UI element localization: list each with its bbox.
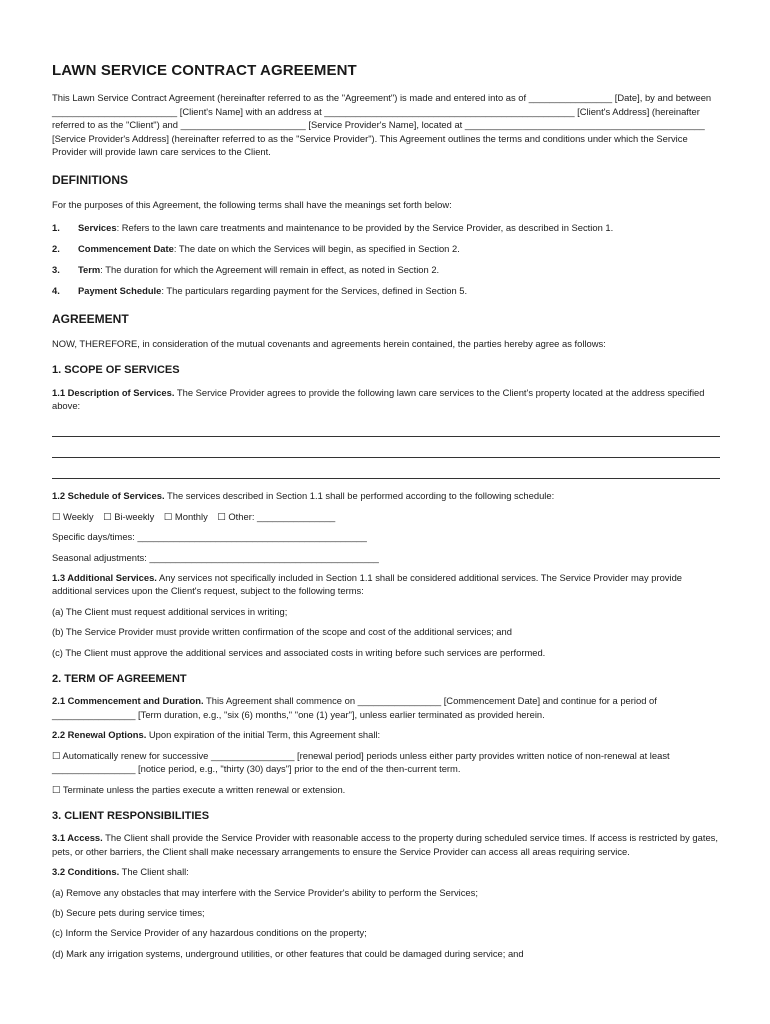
client-heading: 3. CLIENT RESPONSIBILITIES	[52, 809, 210, 822]
clause-3-2-c: (c) Inform the Service Provider of any hazardous conditions on the property;	[52, 927, 367, 939]
clause-1-3-c: (c) The Client must approve the additional services and associated costs in writing before such services are performed.	[52, 646, 546, 658]
section-3-1: 3.1 Access. The Client shall provide the Service Provider with reasonable access to the property during scheduled service times. If access is restricted by gates, pets, or other barriers, the Client shall make necessary arrangements to ensure the Service Provider can access all areas requiring service.	[52, 832, 718, 857]
definition-term: Term	[78, 264, 101, 276]
option-weekly-checkbox[interactable]: ☐ Weekly	[52, 510, 94, 522]
clause-1-3-b: (b) The Service Provider must provide written confirmation of the scope and cost of the additional services; and	[52, 626, 512, 638]
terminate-option[interactable]: ☐ Terminate unless the parties execute a written renewal or extension.	[52, 783, 346, 795]
blank-line[interactable]	[52, 458, 720, 479]
clause-1-3-a: (a) The Client must request additional services in writing;	[52, 605, 288, 617]
agreement-heading: AGREEMENT	[52, 312, 129, 327]
auto-renew-option[interactable]: ☐ Automatically renew for successive ________________ [renewal period] periods unless either party provides written notice of non-renewal at least ________________ [notice period, e.g., "thirty (30) days"] prior to the end of the then-current term.	[52, 749, 670, 775]
term-heading: 2. TERM OF AGREEMENT	[52, 673, 187, 686]
scope-heading: 1. SCOPE OF SERVICES	[52, 364, 180, 377]
description-blank-lines	[52, 419, 720, 479]
section-1-3: 1.3 Additional Services. Any services not specifically included in Section 1.1 shall be considered additional services. The Service Provider may provide additional services upon the Client's request, subject to the following terms:	[52, 572, 683, 597]
option-monthly-checkbox[interactable]: ☐ Monthly	[163, 510, 208, 522]
schedule-options	[52, 510, 720, 523]
intro-paragraph: This Lawn Service Contract Agreement (hereinafter referred to as the "Agreement") is made and entered into as of ________________ [Date], by and between ________________________ [Client's Name] with an address at ________________________________________________ [Client's Address] (hereinafter referred to as the "Client") and ________________________ [Service Provider's Name], located at ______________________________________________ [Service Provider's Address] (hereinafter referred to as the "Service Provider"). This Agreement outlines the terms and conditions under which the Service Provider will provide lawn care services to the Client.	[52, 92, 712, 158]
option-biweekly-checkbox[interactable]: ☐ Bi-weekly	[103, 510, 155, 522]
definition-term: Commencement Date	[78, 243, 174, 255]
section-1-2: 1.2 Schedule of Services. The services described in Section 1.1 shall be performed according to the following schedule:	[52, 490, 555, 502]
section-3-2: 3.2 Conditions. The Client shall:	[52, 866, 189, 878]
definition-item: 4. Payment Schedule: The particulars regarding payment for the Services, defined in Section 5.	[52, 284, 468, 296]
seasonal-adjustments-field[interactable]: Seasonal adjustments: ____________________________________________	[52, 551, 379, 563]
clause-3-2-b: (b) Secure pets during service times;	[52, 906, 205, 918]
definitions-heading: DEFINITIONS	[52, 173, 129, 188]
blank-line[interactable]	[52, 437, 720, 458]
section-2-2: 2.2 Renewal Options. Upon expiration of the initial Term, this Agreement shall:	[52, 729, 381, 741]
definition-term: Services	[78, 222, 117, 234]
blank-line[interactable]	[52, 419, 720, 437]
option-other-checkbox[interactable]: ☐ Other: _______________	[217, 510, 336, 522]
definitions-list	[52, 221, 720, 297]
clause-3-2-d: (d) Mark any irrigation systems, underground utilities, or other features that could be damaged during service; and	[52, 947, 524, 959]
agreement-text: NOW, THEREFORE, in consideration of the mutual covenants and agreements herein contained, the parties hereby agree as follows:	[52, 337, 606, 349]
section-2-1: 2.1 Commencement and Duration. This Agreement shall commence on ________________ [Commencement Date] and continue for a period of ________________ [Term duration, e.g., "six (6) months," "one (1) year"], unless earlier terminated as provided herein.	[52, 695, 657, 720]
definition-term: Payment Schedule	[78, 284, 162, 296]
definition-item: 1. Services: Refers to the lawn care treatments and maintenance to be provided by the Service Provider, as described in Section 1.	[52, 222, 614, 234]
clause-3-2-a: (a) Remove any obstacles that may interfere with the Service Provider's ability to perform the Services;	[52, 886, 478, 898]
specific-days-field[interactable]: Specific days/times: ____________________________________________	[52, 531, 367, 543]
definitions-intro: For the purposes of this Agreement, the following terms shall have the meanings set forth below:	[52, 198, 452, 210]
section-1-1: 1.1 Description of Services. The Service Provider agrees to provide the following lawn care services to the Client's property located at the address specified above:	[52, 386, 705, 411]
definition-item: 2. Commencement Date: The date on which the Services will begin, as specified in Section 2.	[52, 243, 460, 255]
document-title: LAWN SERVICE CONTRACT AGREEMENT	[52, 62, 357, 79]
definition-item: 3. Term: The duration for which the Agreement will remain in effect, as noted in Section 2.	[52, 264, 440, 276]
